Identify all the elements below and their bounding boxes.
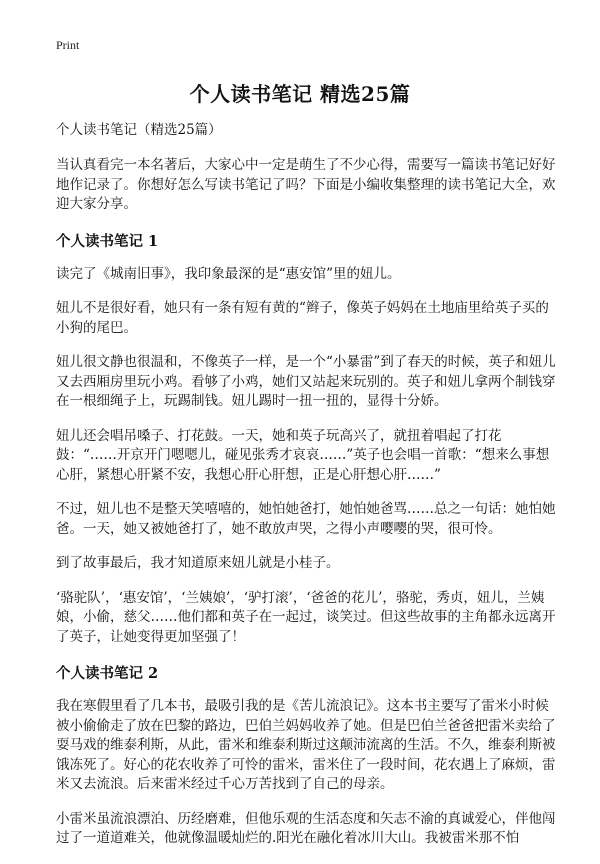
paragraph: 到了故事最后，我才知道原来妞儿就是小桂子。 (56, 555, 340, 571)
intro-paragraph: 当认真看完一本名著后，大家心中一定是萌生了不少心得，需要写一篇读书笔记好好地作记录了。你想好怎么写读书笔记了吗？下面是小编收集整理的读书笔记大全，欢迎大家分享。 (56, 157, 556, 212)
document-subtitle: 个人读书笔记（精选25篇） (56, 122, 222, 138)
section-heading-2: 个人读书笔记 2 (56, 665, 159, 682)
print-link[interactable]: Print (56, 38, 80, 52)
paragraph: 我在寒假里看了几本书，最吸引我的是《苦儿流浪记》。这本书主要写了雷米小时候被小偷偷走了放在巴黎的路边，巴伯兰妈妈收养了她。但是巴伯兰爸爸把雷米卖给了耍马戏的维泰利斯，从此，雷米和维泰利斯过这颠沛流离的生活。不久，维泰利斯被饿冻死了。好心的花农收养了可怜的雷米，雷米住了一段时间，花农遇上了麻烦，雷米又去流浪。后来雷米经过千心万苦找到了自己的母亲。 (56, 698, 556, 792)
document-body (56, 118, 556, 864)
paragraph: 小雷米虽流浪漂泊、历经磨难，但他乐观的生活态度和矢志不渝的真诚爱心，伴他闯过了一道道难关，他就像温暖灿烂的.阳光在融化着冰川大山。我被雷米那不怕 (56, 810, 556, 846)
paragraph: 妞儿还会唱吊嗓子、打花鼓。一天，她和英子玩高兴了，就扭着唱起了打花鼓：“……开京开门嗯嗯儿，碰见张秀才哀哀……”英子也会唱一首歌：“想来么事想心肝，紧想心肝紧不安，我想心肝心肝想，正是心肝想心肝……” (56, 427, 550, 483)
section-heading-1: 个人读书笔记 1 (56, 232, 159, 250)
paragraph: 妞儿不是很好看，她只有一条有短有黄的“辫子，像英子妈妈在土地庙里给英子买的小狗的尾巴。 (56, 300, 549, 336)
page-title: 个人读书笔记 精选25篇 (189, 82, 411, 106)
paragraph: 妞儿很文静也很温和，不像英子一样，是一个“小暴雷”到了春天的时候，英子和妞儿又去西厢房里玩小鸡。看够了小鸡，她们又站起来玩别的。英子和妞儿拿两个制钱穿在一根细绳子上，玩踢制钱。妞儿踢时一扭一扭的，显得十分娇。 (56, 354, 556, 409)
paragraph: 不过，妞儿也不是整天笑嘻嘻的，她怕她爸打，她怕她爸骂……总之一句话：她怕她爸。一天，她又被她爸打了，她不敢放声哭，之得小声嘤嘤的哭，很可怜。 (56, 501, 556, 537)
paragraph: 读完了《城南旧事》，我印象最深的是“惠安馆”里的妞儿。 (56, 265, 401, 282)
paragraph: ‘骆驼队’，‘惠安馆’，‘兰姨娘’，‘驴打滚’，‘爸爸的花儿’，骆驼，秀贞，妞儿，兰姨娘，小偷，慈父……他们都和英子在一起过，谈笑过。但这些故事的主角都永远离开了英子，让她变得更加坚强了！ (56, 589, 556, 645)
